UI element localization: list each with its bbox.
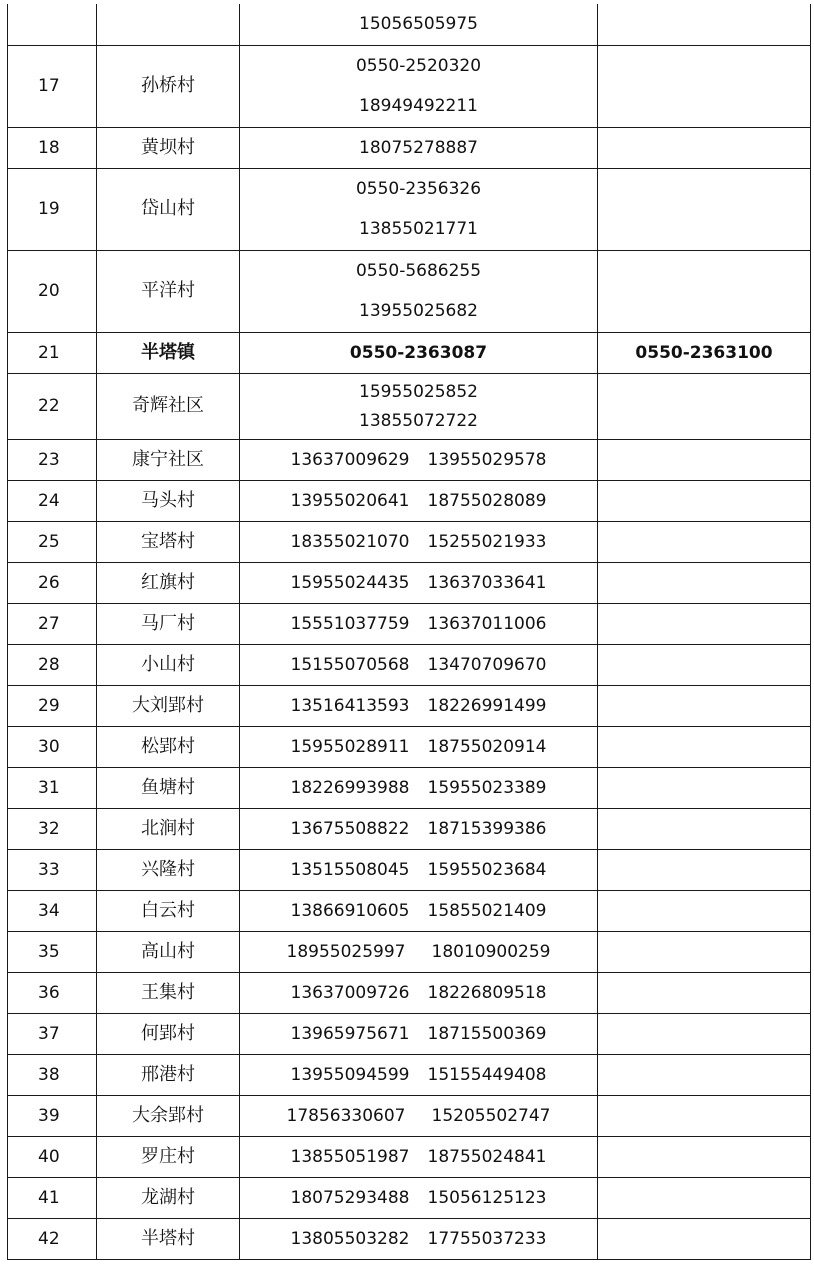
- phone-number: 15205502747: [431, 1105, 551, 1126]
- unit-name: 大刘郢村: [97, 685, 240, 726]
- phone-number: 13637009629: [290, 449, 410, 470]
- phone-number: 15855021409: [427, 900, 547, 921]
- phone-cell: [240, 644, 598, 685]
- table-row: [8, 808, 811, 849]
- unit-name: 何郢村: [97, 1013, 240, 1054]
- fax-cell: [598, 1013, 811, 1054]
- fax-cell: [598, 439, 811, 480]
- table-row: [8, 439, 811, 480]
- phone-cell: [240, 1054, 598, 1095]
- phone-number: 15056505975: [359, 14, 478, 35]
- phone-number: 13866910605: [290, 900, 410, 921]
- row-number: 40: [8, 1136, 97, 1177]
- table-row: [8, 45, 811, 127]
- phone-number: 15255021933: [427, 531, 547, 552]
- row-number: 30: [8, 726, 97, 767]
- fax-cell: [598, 849, 811, 890]
- phone-cell: [240, 808, 598, 849]
- phone-number: 18075293488: [290, 1187, 410, 1208]
- phone-cell: [240, 250, 598, 332]
- fax-cell: [598, 685, 811, 726]
- table-row: [8, 1095, 811, 1136]
- phone-cell: [240, 972, 598, 1013]
- phone-cell: [240, 931, 598, 972]
- phone-cell: [240, 685, 598, 726]
- fax-cell: 0550-2363100: [598, 332, 811, 373]
- row-number: 22: [8, 373, 97, 439]
- fax-cell: [598, 931, 811, 972]
- phone-number: 13965975671: [290, 1023, 410, 1044]
- phone-number: 0550-5686255: [355, 261, 482, 281]
- phone-number: 0550-2520320: [355, 56, 482, 76]
- table-row: [8, 890, 811, 931]
- fax-cell: [598, 373, 811, 439]
- fax-cell: [598, 1054, 811, 1095]
- phone-cell: [240, 890, 598, 931]
- phone-number: 17856330607: [286, 1105, 406, 1126]
- table-row: [8, 726, 811, 767]
- table-row: [8, 373, 811, 439]
- phone-number: 18755024841: [427, 1146, 547, 1167]
- unit-name: 兴隆村: [97, 849, 240, 890]
- row-number: 17: [8, 45, 97, 127]
- phone-cell: [240, 521, 598, 562]
- row-number: 24: [8, 480, 97, 521]
- phone-number: 13955020641: [290, 490, 410, 511]
- fax-cell: [598, 127, 811, 168]
- table-row: [8, 603, 811, 644]
- row-number: 36: [8, 972, 97, 1013]
- row-number: 42: [8, 1218, 97, 1259]
- row-number: 18: [8, 127, 97, 168]
- row-number: 28: [8, 644, 97, 685]
- phone-number: 15955023389: [427, 777, 547, 798]
- phone-number: 0550-2363087: [349, 342, 488, 363]
- fax-cell: [598, 890, 811, 931]
- fax-cell: [598, 972, 811, 1013]
- phone-cell: [240, 849, 598, 890]
- unit-name: 半塔村: [97, 1218, 240, 1259]
- row-number: 41: [8, 1177, 97, 1218]
- row-number: 39: [8, 1095, 97, 1136]
- table-row: [8, 1013, 811, 1054]
- table-row: [8, 644, 811, 685]
- row-number: 35: [8, 931, 97, 972]
- phone-number: 18226991499: [427, 695, 547, 716]
- unit-name: 马厂村: [97, 603, 240, 644]
- phone-cell: [240, 373, 598, 439]
- fax-cell: [598, 4, 811, 45]
- phone-number: 15056125123: [427, 1187, 547, 1208]
- unit-name: 松郢村: [97, 726, 240, 767]
- phone-cell: [240, 767, 598, 808]
- phone-number: 13955029578: [427, 449, 547, 470]
- fax-cell: [598, 1177, 811, 1218]
- phone-number: 15155070568: [290, 654, 410, 675]
- unit-name: 高山村: [97, 931, 240, 972]
- unit-name: 邢港村: [97, 1054, 240, 1095]
- phone-cell: [240, 1218, 598, 1259]
- table-row: [8, 972, 811, 1013]
- phone-number: 18010900259: [431, 941, 551, 962]
- fax-cell: [598, 1095, 811, 1136]
- phone-number: 15955024435: [290, 572, 410, 593]
- phone-cell: [240, 127, 598, 168]
- table-row: [8, 562, 811, 603]
- phone-cell: [240, 1136, 598, 1177]
- row-number: 37: [8, 1013, 97, 1054]
- phone-number: 13637033641: [427, 572, 547, 593]
- phone-cell: [240, 4, 598, 45]
- phone-number: 18355021070: [290, 531, 410, 552]
- fax-cell: [598, 603, 811, 644]
- unit-name: 黄坝村: [97, 127, 240, 168]
- unit-name: 龙湖村: [97, 1177, 240, 1218]
- row-number: 26: [8, 562, 97, 603]
- table-row: [8, 685, 811, 726]
- fax-cell: [598, 562, 811, 603]
- row-number: 25: [8, 521, 97, 562]
- phone-number: 13855051987: [290, 1146, 410, 1167]
- phone-number: 18955025997: [286, 941, 406, 962]
- row-number: 38: [8, 1054, 97, 1095]
- unit-name: [97, 4, 240, 45]
- phone-number: 13675508822: [290, 818, 410, 839]
- phone-number: 13855021771: [359, 219, 478, 239]
- unit-name: 白云村: [97, 890, 240, 931]
- phone-cell: [240, 562, 598, 603]
- unit-name: 康宁社区: [97, 439, 240, 480]
- unit-name: 小山村: [97, 644, 240, 685]
- phone-cell: [240, 480, 598, 521]
- phone-number: 15955023684: [427, 859, 547, 880]
- unit-name: 王集村: [97, 972, 240, 1013]
- unit-name: 北涧村: [97, 808, 240, 849]
- unit-name: 大余郢村: [97, 1095, 240, 1136]
- unit-name: 奇辉社区: [97, 373, 240, 439]
- fax-cell: [598, 168, 811, 250]
- unit-name: 平洋村: [97, 250, 240, 332]
- unit-name: 罗庄村: [97, 1136, 240, 1177]
- unit-name: 马头村: [97, 480, 240, 521]
- row-number: [8, 4, 97, 45]
- phone-number: 18949492211: [359, 96, 478, 116]
- phone-number: 13637009726: [290, 982, 410, 1003]
- row-number: 29: [8, 685, 97, 726]
- phone-number: 13470709670: [427, 654, 547, 675]
- fax-cell: [598, 250, 811, 332]
- row-number: 19: [8, 168, 97, 250]
- row-number: 23: [8, 439, 97, 480]
- table-row: [8, 250, 811, 332]
- row-number: 34: [8, 890, 97, 931]
- unit-name: 宝塔村: [97, 521, 240, 562]
- table-row: [8, 767, 811, 808]
- row-number: 31: [8, 767, 97, 808]
- phone-number: 15955025852: [359, 381, 478, 402]
- table-row: [8, 1218, 811, 1259]
- fax-cell: [598, 767, 811, 808]
- phone-number: 18226809518: [427, 982, 547, 1003]
- row-number: 32: [8, 808, 97, 849]
- unit-name: 岱山村: [97, 168, 240, 250]
- unit-name: 孙桥村: [97, 45, 240, 127]
- fax-cell: [598, 726, 811, 767]
- phone-cell: [240, 1177, 598, 1218]
- table-row: [8, 931, 811, 972]
- table-row: [8, 1177, 811, 1218]
- table-row: [8, 521, 811, 562]
- phone-number: 18226993988: [290, 777, 410, 798]
- phone-number: 0550-2356326: [355, 179, 482, 199]
- phone-number: 17755037233: [427, 1228, 547, 1249]
- phone-number: 13955094599: [290, 1064, 410, 1085]
- phone-number: 18715399386: [427, 818, 547, 839]
- phone-cell: [240, 439, 598, 480]
- fax-cell: [598, 45, 811, 127]
- table-row: [8, 168, 811, 250]
- contact-table: [7, 4, 811, 1260]
- phone-cell: [240, 603, 598, 644]
- phone-number: 13805503282: [290, 1228, 410, 1249]
- fax-cell: [598, 644, 811, 685]
- table-row: [8, 4, 811, 45]
- phone-cell: [240, 168, 598, 250]
- phone-number: 13637011006: [427, 613, 547, 634]
- unit-name: 半塔镇: [97, 332, 240, 373]
- unit-name: 红旗村: [97, 562, 240, 603]
- table-row: [8, 1136, 811, 1177]
- row-number: 20: [8, 250, 97, 332]
- table-row: [8, 1054, 811, 1095]
- phone-number: 15955028911: [290, 736, 410, 757]
- phone-number: 15155449408: [427, 1064, 547, 1085]
- phone-number: 15551037759: [290, 613, 410, 634]
- fax-cell: [598, 808, 811, 849]
- phone-number: 13516413593: [290, 695, 410, 716]
- row-number: 27: [8, 603, 97, 644]
- fax-cell: [598, 480, 811, 521]
- phone-cell: [240, 332, 598, 373]
- table-row: [8, 480, 811, 521]
- phone-number: 18075278887: [359, 137, 478, 158]
- phone-number: 13855072722: [359, 410, 478, 431]
- phone-cell: [240, 726, 598, 767]
- table-row: [8, 332, 811, 373]
- fax-cell: [598, 521, 811, 562]
- row-number: 21: [8, 332, 97, 373]
- phone-cell: [240, 1095, 598, 1136]
- row-number: 33: [8, 849, 97, 890]
- phone-cell: [240, 1013, 598, 1054]
- table-row: [8, 127, 811, 168]
- phone-number: 18715500369: [427, 1023, 547, 1044]
- phone-cell: [240, 45, 598, 127]
- phone-number: 13515508045: [290, 859, 410, 880]
- phone-number: 18755020914: [427, 736, 547, 757]
- phone-number: 13955025682: [359, 301, 478, 321]
- unit-name: 鱼塘村: [97, 767, 240, 808]
- fax-cell: [598, 1136, 811, 1177]
- fax-cell: [598, 1218, 811, 1259]
- table-row: [8, 849, 811, 890]
- phone-number: 18755028089: [427, 490, 547, 511]
